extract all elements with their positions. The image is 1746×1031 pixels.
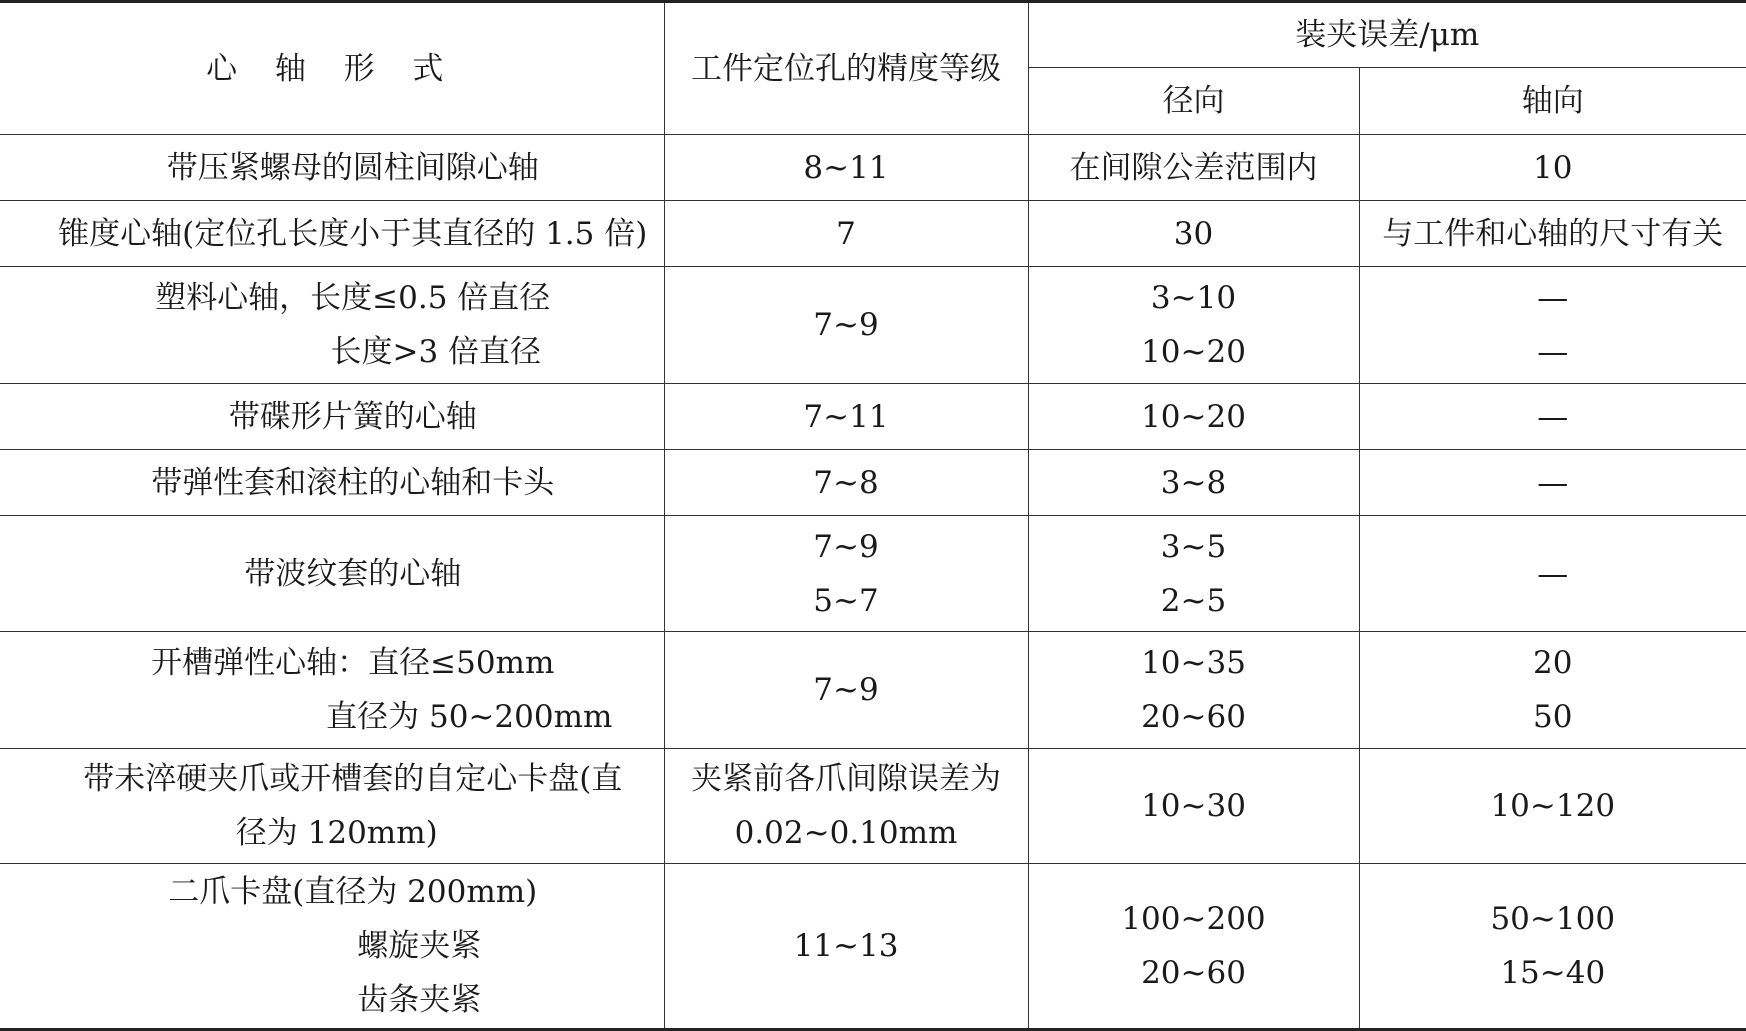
cell-axial: —	[1359, 450, 1746, 516]
cell-axial: —	[1359, 516, 1746, 632]
header-grade: 工件定位孔的精度等级	[664, 2, 1028, 135]
cell-axial: 10~120	[1359, 749, 1746, 864]
cell-axial: 50~100 15~40	[1359, 864, 1746, 1030]
cell-form: 带未淬硬夹爪或开槽套的自定心卡盘(直 径为 120mm)	[0, 749, 664, 864]
cell-grade: 7~11	[664, 384, 1028, 450]
cell-form: 开槽弹性心轴：直径≤50mm 直径为 50~200mm	[0, 632, 664, 749]
cell-axial: 10	[1359, 135, 1746, 201]
cell-form: 塑料心轴，长度≤0.5 倍直径 长度>3 倍直径	[0, 267, 664, 384]
cell-grade: 7	[664, 201, 1028, 267]
cell-grade: 7~9 5~7	[664, 516, 1028, 632]
cell-radial: 30	[1028, 201, 1359, 267]
cell-form: 带波纹套的心轴	[0, 516, 664, 632]
cell-radial: 在间隙公差范围内	[1028, 135, 1359, 201]
cell-radial: 100~200 20~60	[1028, 864, 1359, 1030]
cell-axial: 20 50	[1359, 632, 1746, 749]
cell-form: 带压紧螺母的圆柱间隙心轴	[0, 135, 664, 201]
cell-form: 带碟形片簧的心轴	[0, 384, 664, 450]
table-row	[0, 450, 1746, 516]
header-radial: 径向	[1028, 68, 1359, 135]
cell-grade: 7~9	[664, 632, 1028, 749]
cell-grade: 7~9	[664, 267, 1028, 384]
cell-radial: 10~30	[1028, 749, 1359, 864]
cell-axial: — —	[1359, 267, 1746, 384]
table-row	[0, 864, 1746, 1030]
cell-form: 带弹性套和滚柱的心轴和卡头	[0, 450, 664, 516]
table-row	[0, 135, 1746, 201]
table-row	[0, 267, 1746, 384]
table-row	[0, 749, 1746, 864]
header-axial: 轴向	[1359, 68, 1746, 135]
cell-radial: 10~35 20~60	[1028, 632, 1359, 749]
table-row	[0, 384, 1746, 450]
cell-grade: 7~8	[664, 450, 1028, 516]
cell-radial: 3~5 2~5	[1028, 516, 1359, 632]
header-form-label: 心 轴 形 式	[206, 50, 458, 87]
header-form	[0, 2, 664, 135]
table-row	[0, 632, 1746, 749]
cell-grade: 夹紧前各爪间隙误差为 0.02~0.10mm	[664, 749, 1028, 864]
cell-form: 二爪卡盘(直径为 200mm) 螺旋夹紧 齿条夹紧	[0, 864, 664, 1030]
header-error: 装夹误差/μm	[1028, 2, 1746, 68]
cell-radial: 3~10 10~20	[1028, 267, 1359, 384]
table-row	[0, 516, 1746, 632]
cell-radial: 3~8	[1028, 450, 1359, 516]
cell-radial: 10~20	[1028, 384, 1359, 450]
table-row	[0, 201, 1746, 267]
cell-grade: 8~11	[664, 135, 1028, 201]
cell-axial: 与工件和心轴的尺寸有关	[1359, 201, 1746, 267]
cell-axial: —	[1359, 384, 1746, 450]
cell-grade: 11~13	[664, 864, 1028, 1030]
cell-form: 锥度心轴(定位孔长度小于其直径的 1.5 倍)	[0, 201, 664, 267]
